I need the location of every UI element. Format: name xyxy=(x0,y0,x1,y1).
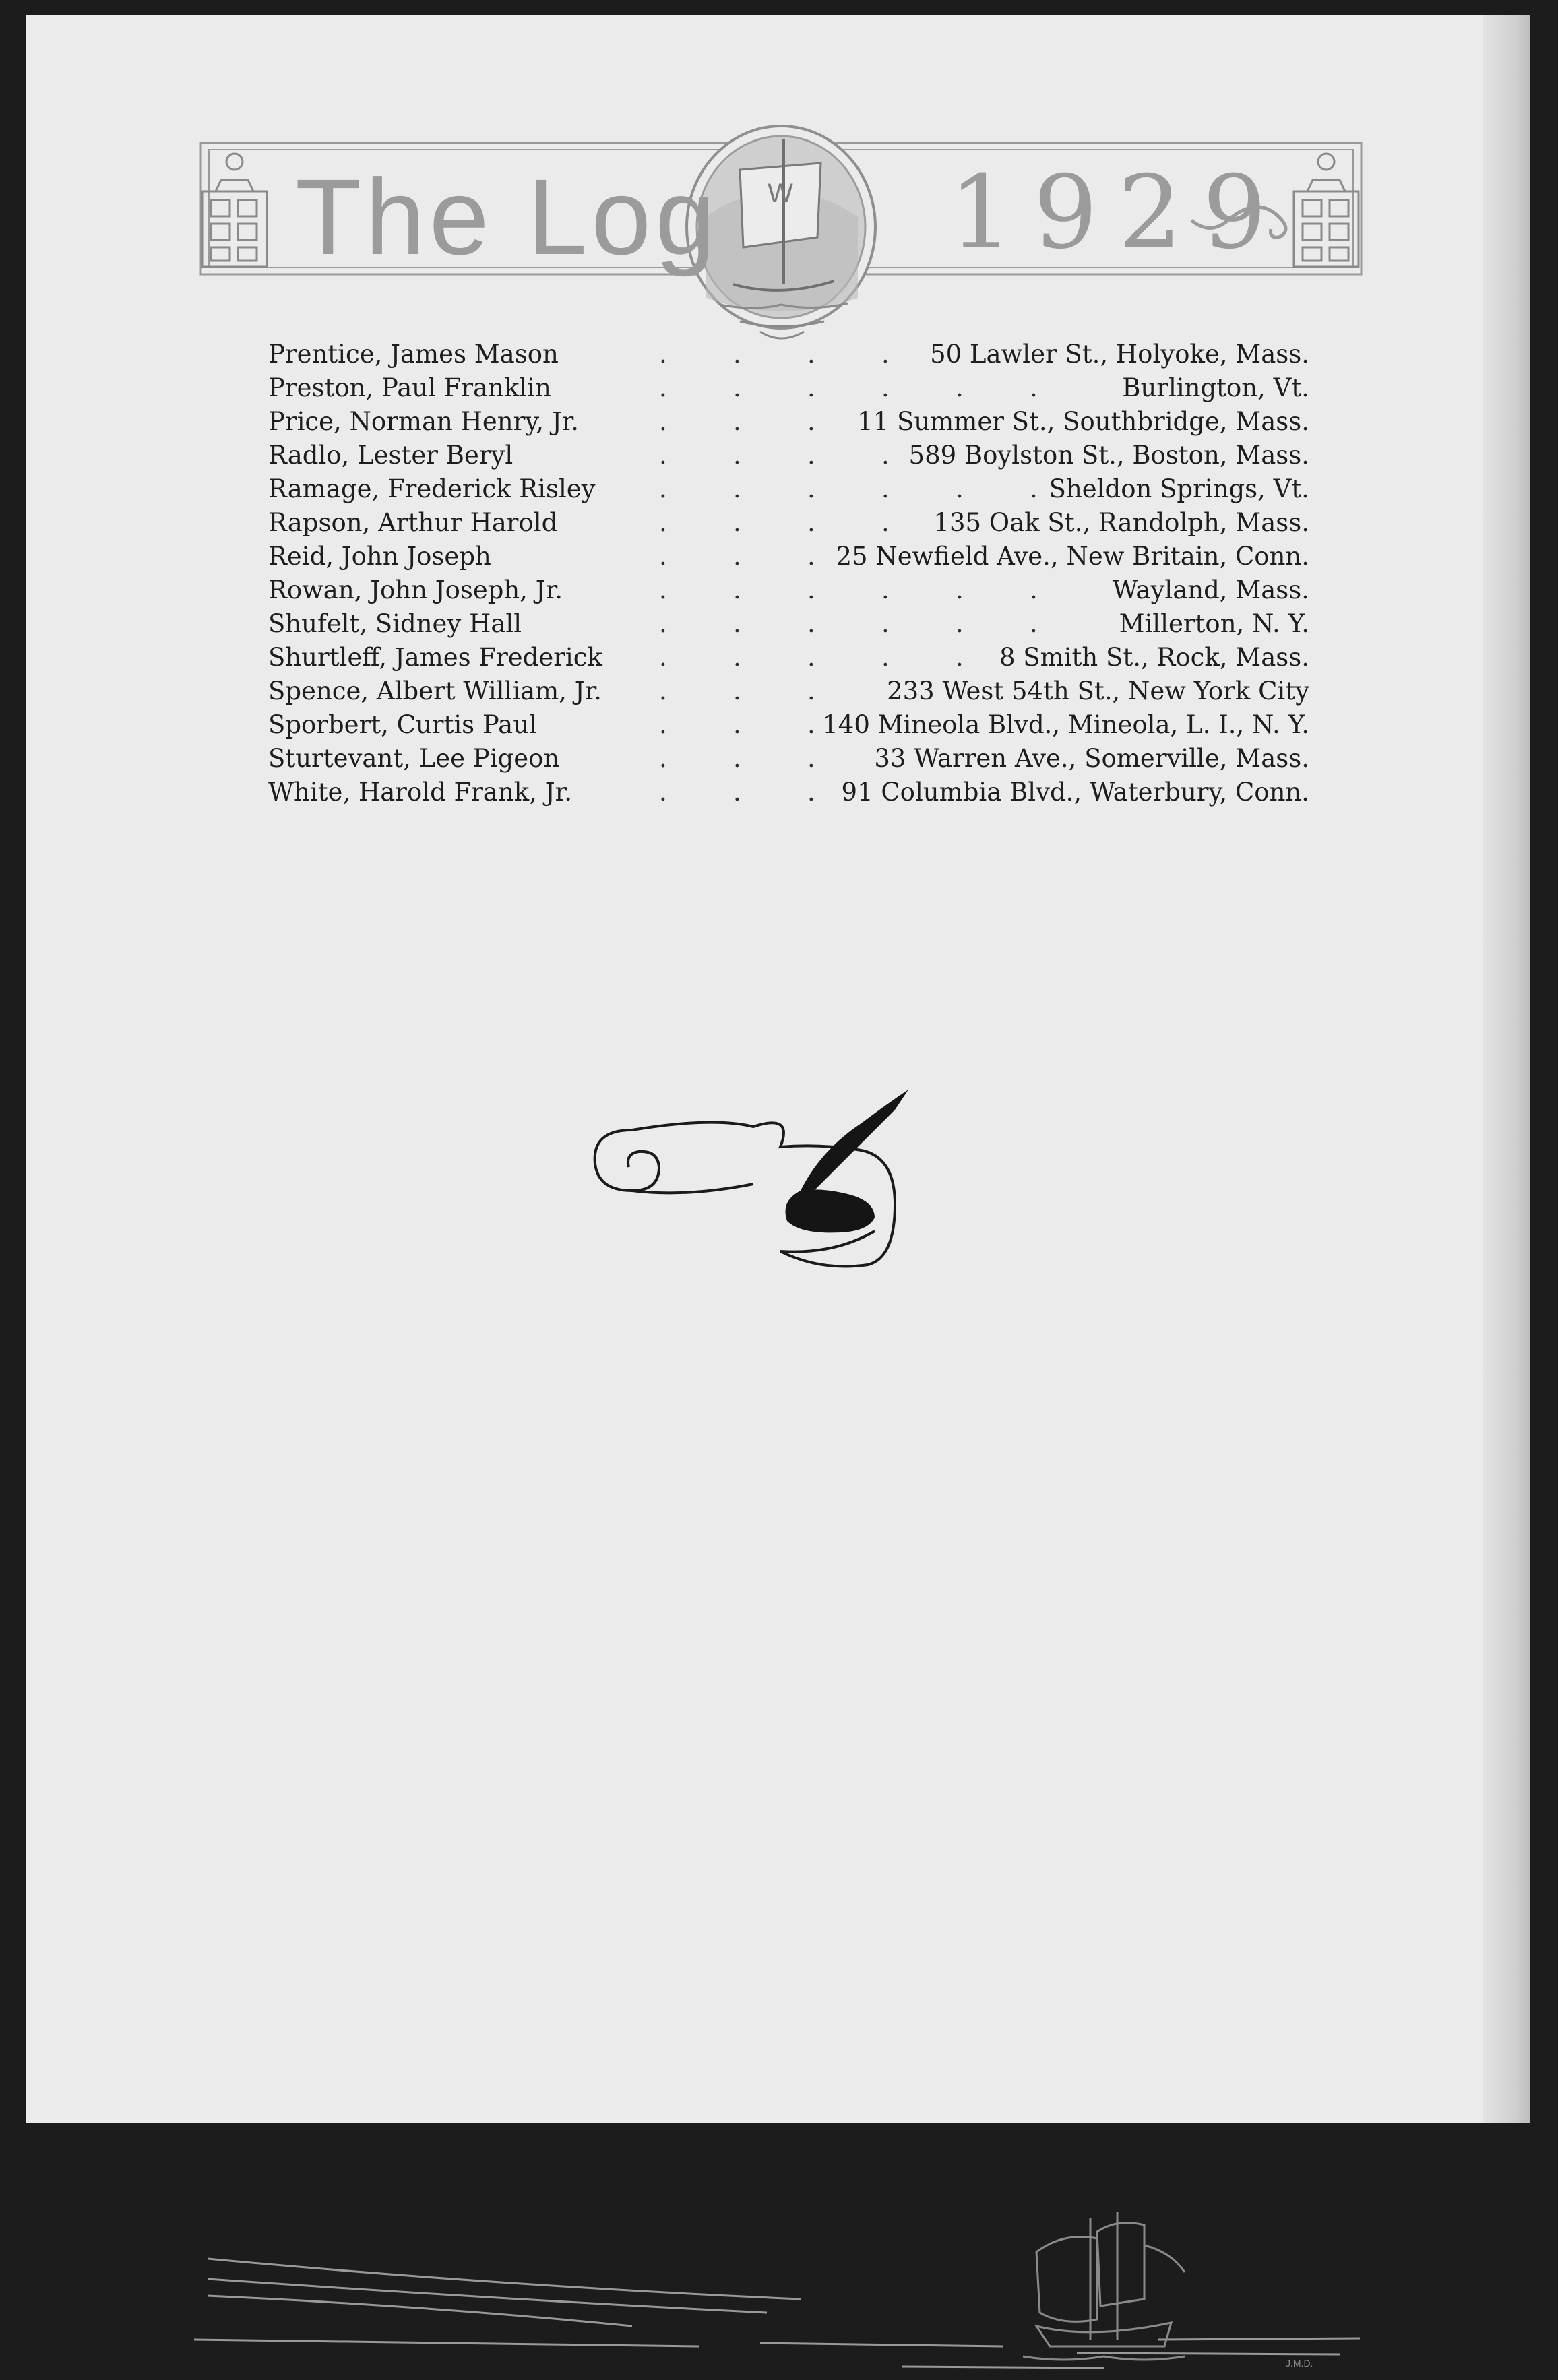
directory-row xyxy=(268,441,1309,474)
leader-dot: . xyxy=(659,575,667,604)
student-address: Wayland, Mass. xyxy=(1112,575,1309,604)
page-number: 52 xyxy=(755,2316,784,2343)
leader-dot: . xyxy=(1030,373,1038,402)
student-name: Ramage, Frederick Risley xyxy=(268,474,596,503)
directory-row xyxy=(268,542,1309,575)
student-name: Sporbert, Curtis Paul xyxy=(268,710,537,739)
leader-dot: . xyxy=(659,407,667,436)
leader-dot: . xyxy=(733,508,741,537)
header-banner xyxy=(26,15,1530,352)
leader-dot: . xyxy=(956,575,964,604)
leader-dot: . xyxy=(1030,474,1038,503)
student-name: White, Harold Frank, Jr. xyxy=(268,778,572,807)
leader-dot: . xyxy=(733,744,741,773)
leader-dot: . xyxy=(659,373,667,402)
header-title-year: 1929 xyxy=(949,154,1287,272)
directory-row xyxy=(268,340,1309,373)
directory-row xyxy=(268,575,1309,609)
leader-dot: . xyxy=(733,778,741,807)
leader-dot: . xyxy=(807,609,815,638)
student-name: Price, Norman Henry, Jr. xyxy=(268,407,580,436)
leader-dot: . xyxy=(881,373,890,402)
artist-mark: J.M.D. xyxy=(1286,2358,1313,2369)
student-name: Preston, Paul Franklin xyxy=(268,373,551,402)
leader-dot: . xyxy=(807,407,815,436)
leader-dot: . xyxy=(733,340,741,369)
student-address: 33 Warren Ave., Somerville, Mass. xyxy=(874,744,1309,773)
leader-dot: . xyxy=(1030,609,1038,638)
leader-dot: . xyxy=(659,340,667,369)
student-name: Sturtevant, Lee Pigeon xyxy=(268,744,560,773)
leader-dot: . xyxy=(659,710,667,739)
leader-dot: . xyxy=(1030,575,1038,604)
student-address: Sheldon Springs, Vt. xyxy=(1049,474,1309,503)
leader-dot: . xyxy=(733,677,741,706)
student-address: 140 Mineola Blvd., Mineola, L. I., N. Y. xyxy=(822,710,1309,739)
leader-dot: . xyxy=(956,373,964,402)
leader-dot: . xyxy=(659,474,667,503)
leader-dot: . xyxy=(807,508,815,537)
emblem-letter: W xyxy=(768,179,793,208)
leader-dot: . xyxy=(733,575,741,604)
student-name: Rowan, John Joseph, Jr. xyxy=(268,575,563,604)
directory-row xyxy=(268,643,1309,677)
directory-row xyxy=(268,677,1309,710)
leader-dot: . xyxy=(956,643,964,672)
leader-dot: . xyxy=(807,677,815,706)
leader-dot: . xyxy=(881,575,890,604)
leader-dot: . xyxy=(733,643,741,672)
student-address: 8 Smith St., Rock, Mass. xyxy=(999,643,1309,672)
directory-row xyxy=(268,508,1309,542)
student-name: Reid, John Joseph xyxy=(268,542,491,571)
leader-dot: . xyxy=(881,508,890,537)
student-name: Spence, Albert William, Jr. xyxy=(268,677,602,706)
leader-dot: . xyxy=(807,441,815,470)
leader-dot: . xyxy=(733,609,741,638)
leader-dot: . xyxy=(659,542,667,571)
directory-row xyxy=(268,373,1309,407)
student-address: 11 Summer St., Southbridge, Mass. xyxy=(857,407,1309,436)
leader-dot: . xyxy=(659,677,667,706)
student-name: Shufelt, Sidney Hall xyxy=(268,609,522,638)
leader-dot: . xyxy=(807,744,815,773)
leader-dot: . xyxy=(659,508,667,537)
student-address: 50 Lawler St., Holyoke, Mass. xyxy=(930,340,1309,369)
student-address: 589 Boylston St., Boston, Mass. xyxy=(908,441,1309,470)
student-address: 91 Columbia Blvd., Waterbury, Conn. xyxy=(841,778,1309,807)
leader-dot: . xyxy=(807,575,815,604)
leader-dot: . xyxy=(807,643,815,672)
directory-row xyxy=(268,710,1309,744)
leader-dot: . xyxy=(733,474,741,503)
leader-dot: . xyxy=(659,778,667,807)
right-lantern-icon xyxy=(1294,154,1359,267)
leader-dot: . xyxy=(733,373,741,402)
leader-dot: . xyxy=(881,643,890,672)
header-banner-art xyxy=(26,15,1530,352)
header-title-left: The Log xyxy=(295,156,720,277)
leader-dot: . xyxy=(807,542,815,571)
directory-row xyxy=(268,407,1309,441)
student-address: 233 West 54th St., New York City xyxy=(887,677,1309,706)
directory-row xyxy=(268,474,1309,508)
leader-dot: . xyxy=(881,474,890,503)
leader-dot: . xyxy=(807,474,815,503)
student-address: 135 Oak St., Randolph, Mass. xyxy=(933,508,1309,537)
leader-dot: . xyxy=(659,609,667,638)
student-name: Rapson, Arthur Harold xyxy=(268,508,558,537)
leader-dot: . xyxy=(733,441,741,470)
leader-dot: . xyxy=(807,373,815,402)
directory-row xyxy=(268,609,1309,643)
student-name: Radlo, Lester Beryl xyxy=(268,441,513,470)
student-address: Burlington, Vt. xyxy=(1122,373,1309,402)
student-name: Prentice, James Mason xyxy=(268,340,559,369)
leader-dot: . xyxy=(733,710,741,739)
leader-dot: . xyxy=(881,441,890,470)
directory-row xyxy=(268,778,1309,811)
leader-dot: . xyxy=(659,643,667,672)
leader-dot: . xyxy=(733,407,741,436)
leader-dot: . xyxy=(956,609,964,638)
student-name: Shurtleff, James Frederick xyxy=(268,643,602,672)
leader-dot: . xyxy=(956,474,964,503)
leader-dot: . xyxy=(807,778,815,807)
leader-dot: . xyxy=(881,340,890,369)
quill-scroll-icon xyxy=(578,1090,996,1305)
directory-row xyxy=(268,744,1309,778)
leader-dot: . xyxy=(659,441,667,470)
leader-dot: . xyxy=(807,340,815,369)
student-address: Millerton, N. Y. xyxy=(1119,609,1309,638)
student-address: 25 Newfield Ave., New Britain, Conn. xyxy=(836,542,1309,571)
sailing-ship-icon xyxy=(1023,2212,1185,2360)
leader-dot: . xyxy=(733,542,741,571)
leader-dot: . xyxy=(807,710,815,739)
leader-dot: . xyxy=(881,609,890,638)
left-lantern-icon xyxy=(202,154,267,267)
student-directory xyxy=(268,340,1309,825)
leader-dot: . xyxy=(659,744,667,773)
